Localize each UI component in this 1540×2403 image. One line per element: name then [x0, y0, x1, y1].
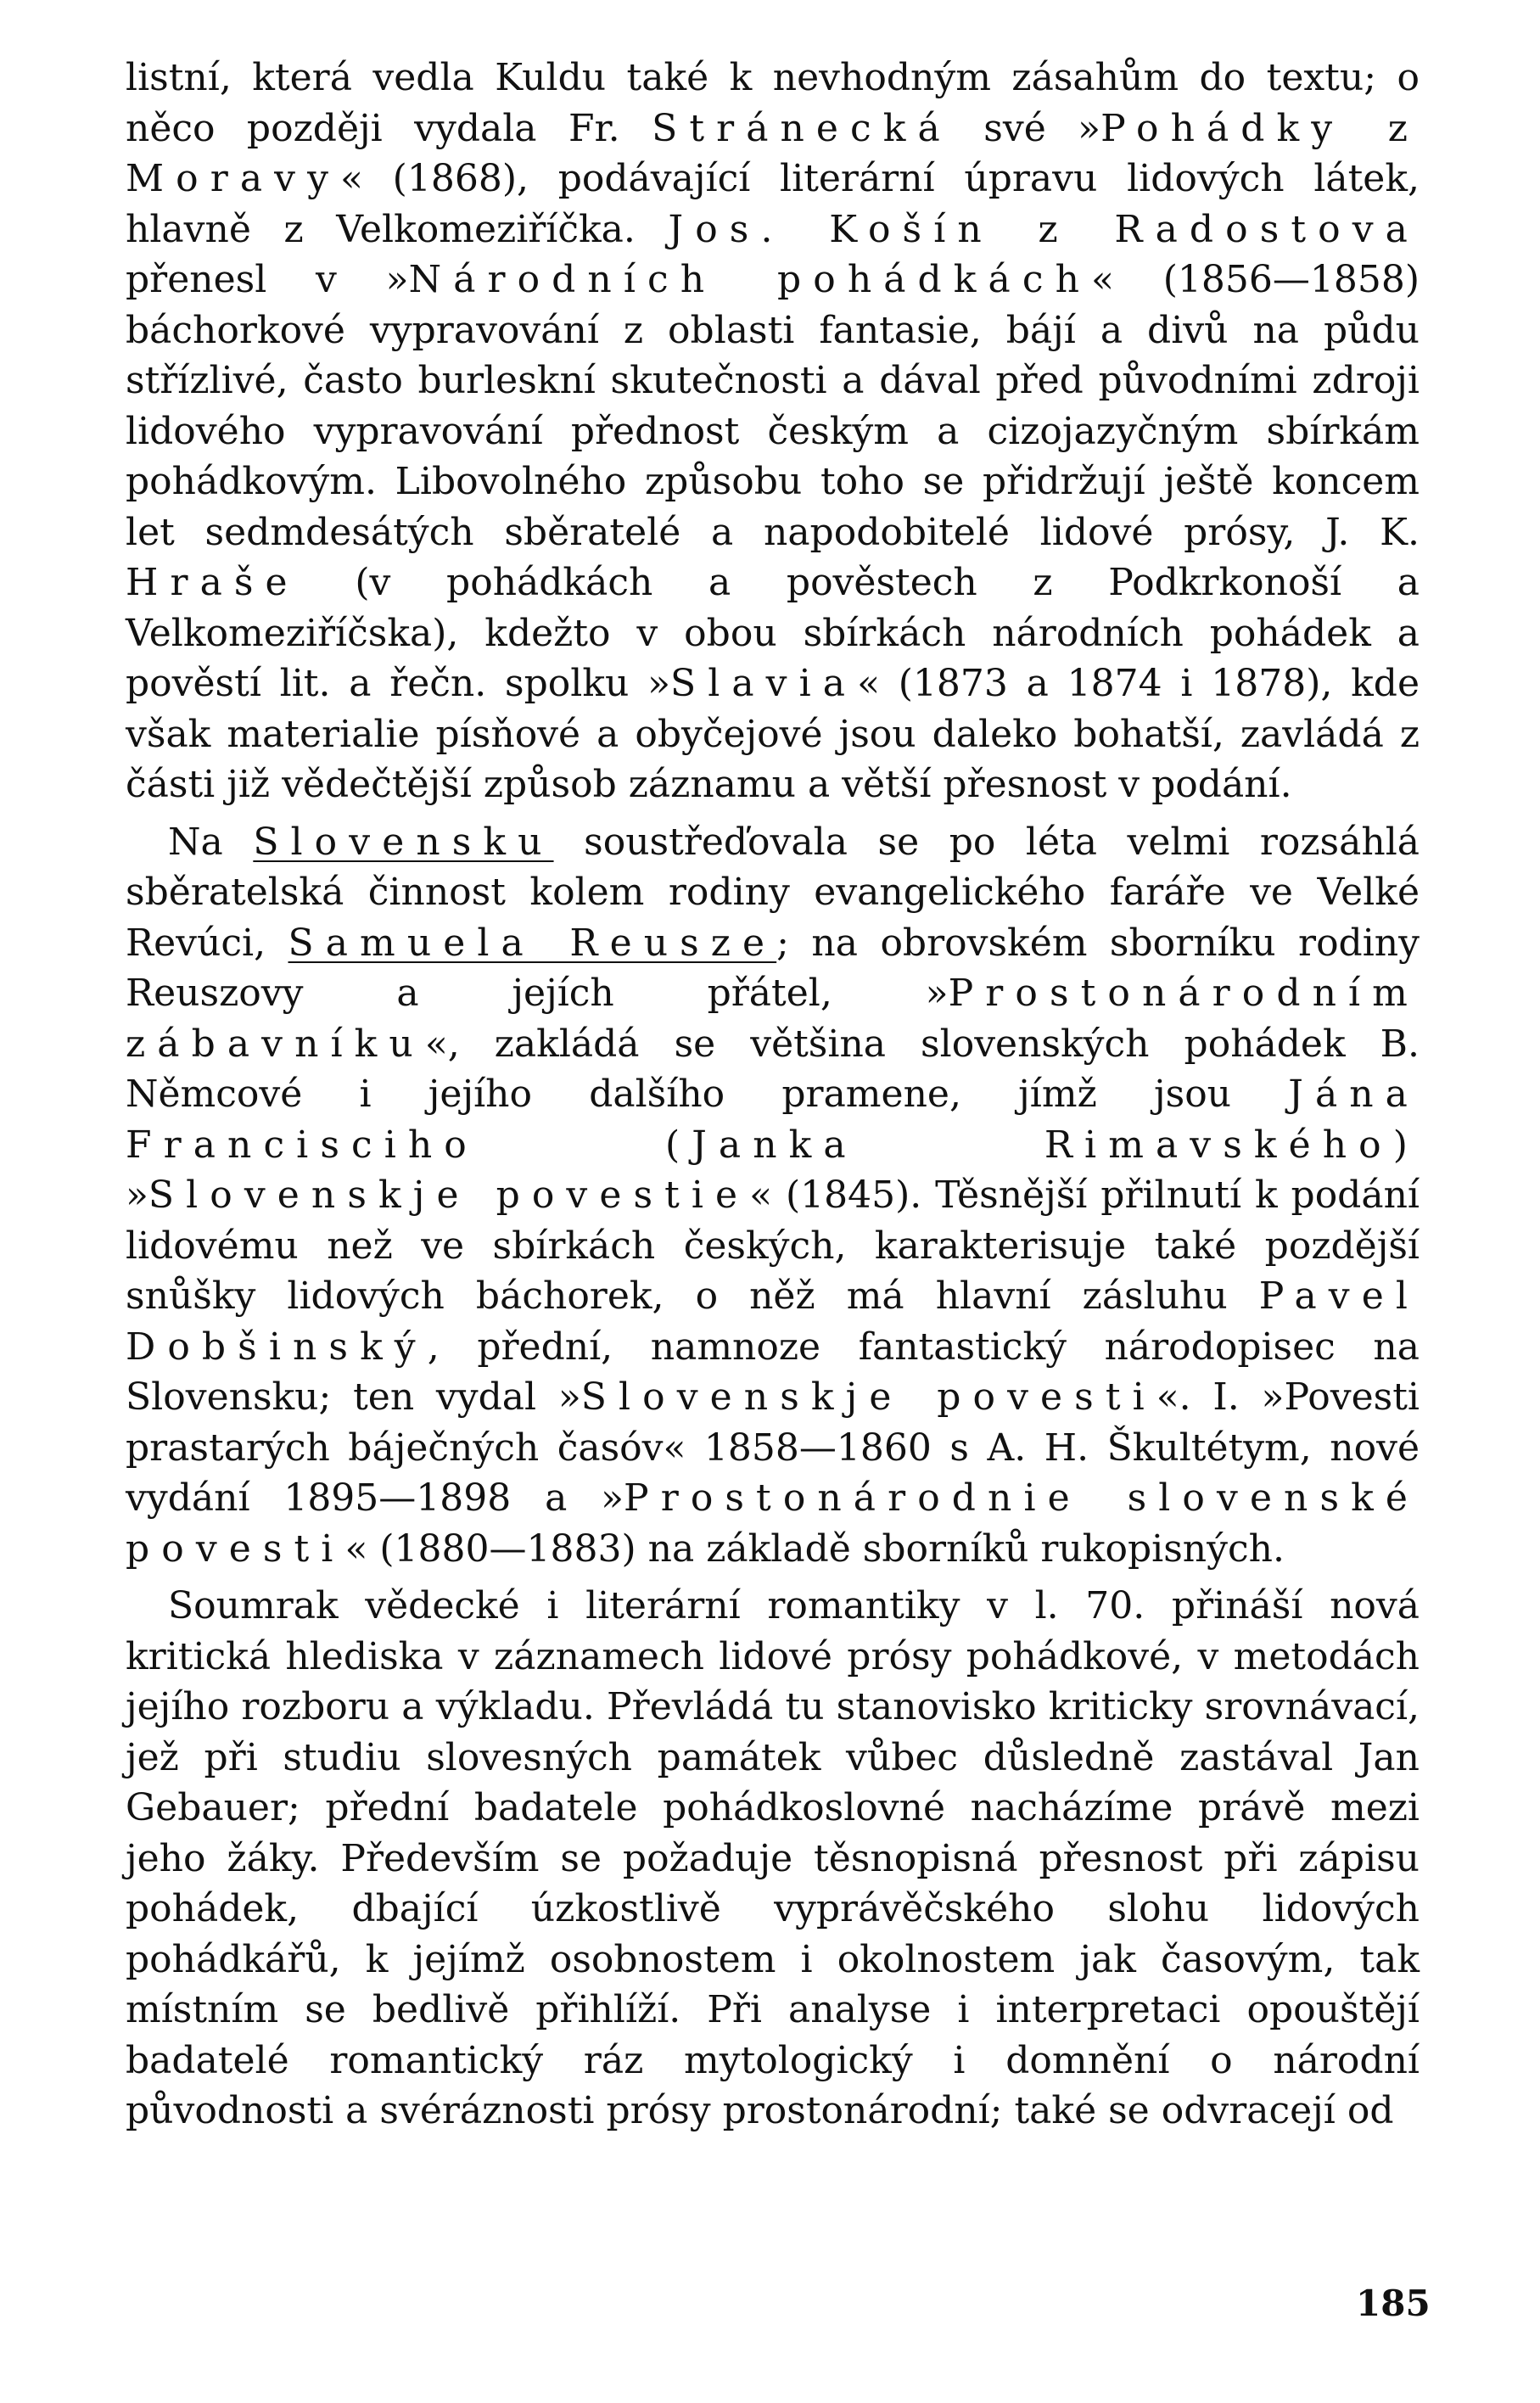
text-run: ; na obrovském sborníku rodiny Reuszovy a jejích přátel, » — [126, 921, 1420, 1015]
emphasized-text: Národních pohádkách — [408, 258, 1091, 301]
emphasized-text: Samuela Reusze — [288, 921, 777, 965]
emphasized-text: Hraše — [126, 561, 300, 604]
text-run: soustřeďovala se po léta velmi rozsáhlá sběratelská činnost kolem rodiny evangelického faráře ve Velké Revúci, — [126, 820, 1420, 965]
text-run: » — [126, 1173, 148, 1217]
emphasized-text: Slovenskje povestie — [148, 1173, 750, 1217]
text-run: listní, která vedla Kuldu také k nevhodným zásahům do textu; o něco později vydala Fr. — [126, 56, 1420, 150]
text-run: «. I. »Povesti prastarých báječných časóv« 1858—1860 s A. H. Škultétym, nové vydání 1895—1898 a » — [126, 1375, 1420, 1520]
text-run: Soumrak vědecké i literární romantiky v l. 70. přináší nová kritická hlediska v záznamech lidové prósy pohádkové, v metodách jejího rozboru a výkladu. Převládá tu stanovisko kriticky srovnávací, jež při studiu slovesných památek vůbec důsledně zastával Jan Gebauer; přední badatele pohádkoslovné nacházíme právě mezi jeho žáky. Především se požaduje těsnopisná přesnost při zápisu pohádek, dbající úzkostlivě vyprávěčského slohu lidových pohádkářů, k jejímž osobnostem i okolnostem jak časovým, tak místním se bedlivě přihlíží. Při analyse i interpretaci opouštějí badatelé romantický ráz mytologický i domnění o národní původnosti a svéráznosti prósy prostonárodní; také se odvracejí od — [126, 1584, 1420, 2132]
paragraph-1 — [126, 53, 1420, 810]
emphasized-text: Slavia — [670, 662, 858, 705]
emphasized-text: Jos. Košín z Radostova — [668, 207, 1420, 251]
emphasized-text: Slovensku — [253, 820, 554, 864]
text-run: «, zakládá se většina slovenských pohádek B. Němcové i jejího dalšího pramene, jímž jsou — [126, 1022, 1420, 1116]
emphasized-text: Prostonárodním zábavníku — [126, 972, 1420, 1066]
text-run: « (1873 a 1874 i 1878), kde však materialie písňové a obyčejové jsou daleko bohatší, zavládá z části již vědečtější způsob záznamu a větší přesnost v podání. — [126, 662, 1420, 806]
emphasized-text: Jána Francisciho (Janka Rimavského) — [126, 1073, 1420, 1167]
text-run: (v pohádkách a pověstech z Podkrkonoší a Velkomeziříčska), kdežto v obou sbírkách národních pohádek a pověstí lit. a řečn. spolku » — [126, 561, 1420, 705]
emphasized-text: Slovenskje povesti — [580, 1375, 1156, 1419]
body-text — [126, 53, 1420, 2137]
paragraph-3 — [126, 1581, 1420, 2137]
emphasized-text: Stránecká — [652, 106, 952, 150]
paragraph-2 — [126, 817, 1420, 1575]
emphasized-text: Pohádky z Moravy — [126, 106, 1420, 200]
text-run: « (1880—1883) na základě sborníků rukopisných. — [344, 1526, 1285, 1571]
text-run: « (1856—1858) báchorkové vypravování z oblasti fantasie, bájí a divů na půdu střízlivé, často burleskní skutečnosti a dával před původními zdroji lidového vypravování přednost českým a cizojazyčným sbírkám pohádkovým. Libovolného způsobu toho se přidržují ještě koncem let sedmdesátých sběratelé a napodobitelé lidové prósy, J. K. — [126, 258, 1420, 554]
text-run: Na — [168, 820, 254, 864]
text-run: « (1845). Těsnější přilnutí k podání lidovému než ve sbírkách českých, karakterisuje také pozdější snůšky lidových báchorek, o něž má hlavní zásluhu — [126, 1173, 1420, 1318]
page-number: 185 — [1356, 2283, 1431, 2324]
text-run: své » — [951, 106, 1101, 150]
emphasized-text: Prostonárodnie slovenské povesti — [126, 1476, 1420, 1571]
emphasized-text: Pavel Dobšinský — [126, 1274, 1420, 1369]
text-run: « (1868), podávající literární úpravu lidových látek, hlavně z Velkomeziříčka. — [126, 157, 1420, 251]
text-run: přenesl v » — [126, 258, 409, 301]
text-run: , přední, namnoze fantastický národopisec na Slovensku; ten vydal » — [126, 1325, 1420, 1419]
